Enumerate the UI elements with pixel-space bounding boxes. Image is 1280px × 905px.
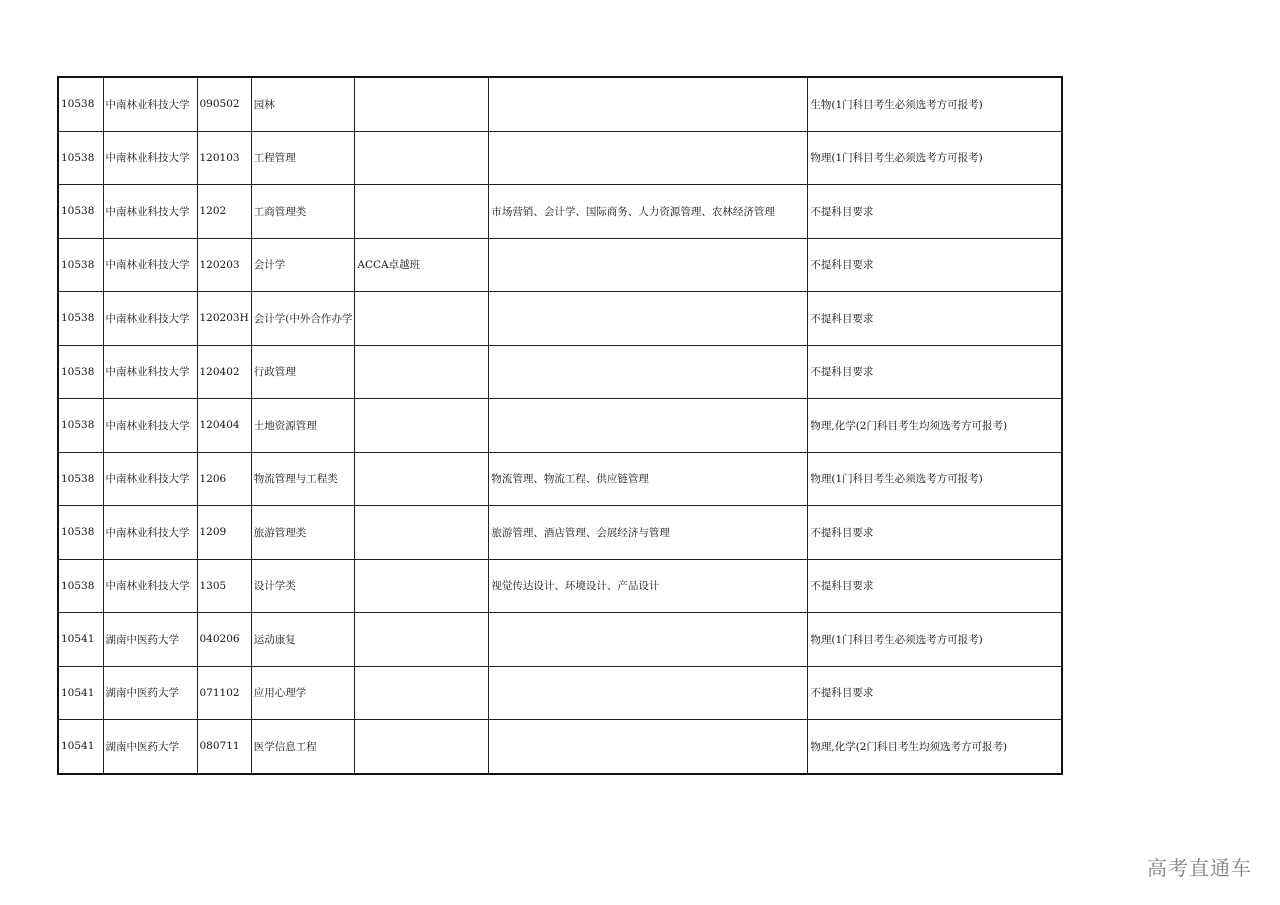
major-name-cell: 应用心理学 — [251, 666, 355, 720]
university-name-cell: 中南林业科技大学 — [103, 131, 197, 185]
university-code-cell: 10538 — [58, 185, 103, 239]
major-name-cell: 工程管理 — [251, 131, 355, 185]
note-cell — [355, 452, 489, 506]
included-majors-cell: 市场营销、会计学、国际商务、人力资源管理、农林经济管理 — [489, 185, 808, 239]
note-cell — [355, 613, 489, 667]
major-code-cell: 120103 — [197, 131, 251, 185]
major-code-cell: 040206 — [197, 613, 251, 667]
table-row — [58, 506, 1062, 560]
subject-requirement-cell: 不提科目要求 — [808, 292, 1062, 346]
major-name-cell: 运动康复 — [251, 613, 355, 667]
major-code-cell: 120404 — [197, 399, 251, 453]
subject-requirement-cell: 不提科目要求 — [808, 238, 1062, 292]
major-code-cell: 1202 — [197, 185, 251, 239]
university-code-cell: 10538 — [58, 131, 103, 185]
major-code-cell: 080711 — [197, 720, 251, 774]
subject-requirement-cell: 生物(1门科目考生必须选考方可报考) — [808, 77, 1062, 131]
included-majors-cell — [489, 720, 808, 774]
note-cell — [355, 666, 489, 720]
included-majors-cell — [489, 131, 808, 185]
note-cell — [355, 559, 489, 613]
table-row — [58, 131, 1062, 185]
university-code-cell: 10541 — [58, 613, 103, 667]
included-majors-cell — [489, 666, 808, 720]
major-name-cell: 会计学(中外合作办学 — [251, 292, 355, 346]
major-code-cell: 1206 — [197, 452, 251, 506]
table-row — [58, 559, 1062, 613]
major-name-cell: 设计学类 — [251, 559, 355, 613]
table-row — [58, 292, 1062, 346]
subject-requirement-cell: 不提科目要求 — [808, 345, 1062, 399]
university-name-cell: 中南林业科技大学 — [103, 345, 197, 399]
note-cell — [355, 506, 489, 560]
table-row — [58, 345, 1062, 399]
included-majors-cell — [489, 292, 808, 346]
university-name-cell: 中南林业科技大学 — [103, 399, 197, 453]
university-code-cell: 10538 — [58, 292, 103, 346]
university-name-cell: 中南林业科技大学 — [103, 238, 197, 292]
subject-requirement-cell: 不提科目要求 — [808, 506, 1062, 560]
major-name-cell: 旅游管理类 — [251, 506, 355, 560]
included-majors-cell — [489, 238, 808, 292]
table-row — [58, 613, 1062, 667]
major-code-cell: 071102 — [197, 666, 251, 720]
university-name-cell: 中南林业科技大学 — [103, 292, 197, 346]
included-majors-cell — [489, 77, 808, 131]
subject-requirement-cell: 物理,化学(2门科目考生均须选考方可报考) — [808, 720, 1062, 774]
university-name-cell: 中南林业科技大学 — [103, 185, 197, 239]
included-majors-cell — [489, 613, 808, 667]
university-code-cell: 10538 — [58, 506, 103, 560]
university-name-cell: 中南林业科技大学 — [103, 452, 197, 506]
subject-requirement-cell: 物理(1门科目考生必须选考方可报考) — [808, 613, 1062, 667]
major-code-cell: 120203 — [197, 238, 251, 292]
table-row — [58, 720, 1062, 774]
major-name-cell: 土地资源管理 — [251, 399, 355, 453]
note-cell: ACCA卓越班 — [355, 238, 489, 292]
major-code-cell: 120203H — [197, 292, 251, 346]
table-row — [58, 399, 1062, 453]
table-row — [58, 238, 1062, 292]
note-cell — [355, 292, 489, 346]
note-cell — [355, 185, 489, 239]
major-code-cell: 1305 — [197, 559, 251, 613]
university-name-cell: 湖南中医药大学 — [103, 666, 197, 720]
table-row — [58, 77, 1062, 131]
watermark-text: 高考直通车 — [1147, 856, 1252, 880]
subject-requirement-cell: 不提科目要求 — [808, 666, 1062, 720]
university-code-cell: 10538 — [58, 399, 103, 453]
subject-requirement-cell: 物理(1门科目考生必须选考方可报考) — [808, 131, 1062, 185]
major-name-cell: 物流管理与工程类 — [251, 452, 355, 506]
subject-requirement-cell: 物理(1门科目考生必须选考方可报考) — [808, 452, 1062, 506]
note-cell — [355, 345, 489, 399]
university-code-cell: 10538 — [58, 238, 103, 292]
major-name-cell: 工商管理类 — [251, 185, 355, 239]
major-code-cell: 120402 — [197, 345, 251, 399]
major-code-cell: 090502 — [197, 77, 251, 131]
included-majors-cell: 视觉传达设计、环境设计、产品设计 — [489, 559, 808, 613]
subject-requirement-cell: 不提科目要求 — [808, 559, 1062, 613]
note-cell — [355, 131, 489, 185]
major-name-cell: 会计学 — [251, 238, 355, 292]
included-majors-cell: 旅游管理、酒店管理、会展经济与管理 — [489, 506, 808, 560]
subject-requirement-cell: 不提科目要求 — [808, 185, 1062, 239]
university-name-cell: 中南林业科技大学 — [103, 506, 197, 560]
university-code-cell: 10538 — [58, 345, 103, 399]
table-body — [58, 77, 1062, 774]
university-name-cell: 湖南中医药大学 — [103, 720, 197, 774]
university-code-cell: 10538 — [58, 77, 103, 131]
subject-requirement-cell: 物理,化学(2门科目考生均须选考方可报考) — [808, 399, 1062, 453]
subject-requirements-table — [57, 76, 1063, 775]
note-cell — [355, 720, 489, 774]
university-code-cell: 10538 — [58, 559, 103, 613]
table-row — [58, 666, 1062, 720]
major-name-cell: 园林 — [251, 77, 355, 131]
university-name-cell: 湖南中医药大学 — [103, 613, 197, 667]
major-code-cell: 1209 — [197, 506, 251, 560]
table-row — [58, 185, 1062, 239]
included-majors-cell: 物流管理、物流工程、供应链管理 — [489, 452, 808, 506]
university-name-cell: 中南林业科技大学 — [103, 559, 197, 613]
table-row — [58, 452, 1062, 506]
note-cell — [355, 399, 489, 453]
university-code-cell: 10541 — [58, 666, 103, 720]
included-majors-cell — [489, 345, 808, 399]
university-code-cell: 10541 — [58, 720, 103, 774]
included-majors-cell — [489, 399, 808, 453]
major-name-cell: 行政管理 — [251, 345, 355, 399]
note-cell — [355, 77, 489, 131]
university-name-cell: 中南林业科技大学 — [103, 77, 197, 131]
university-code-cell: 10538 — [58, 452, 103, 506]
major-name-cell: 医学信息工程 — [251, 720, 355, 774]
